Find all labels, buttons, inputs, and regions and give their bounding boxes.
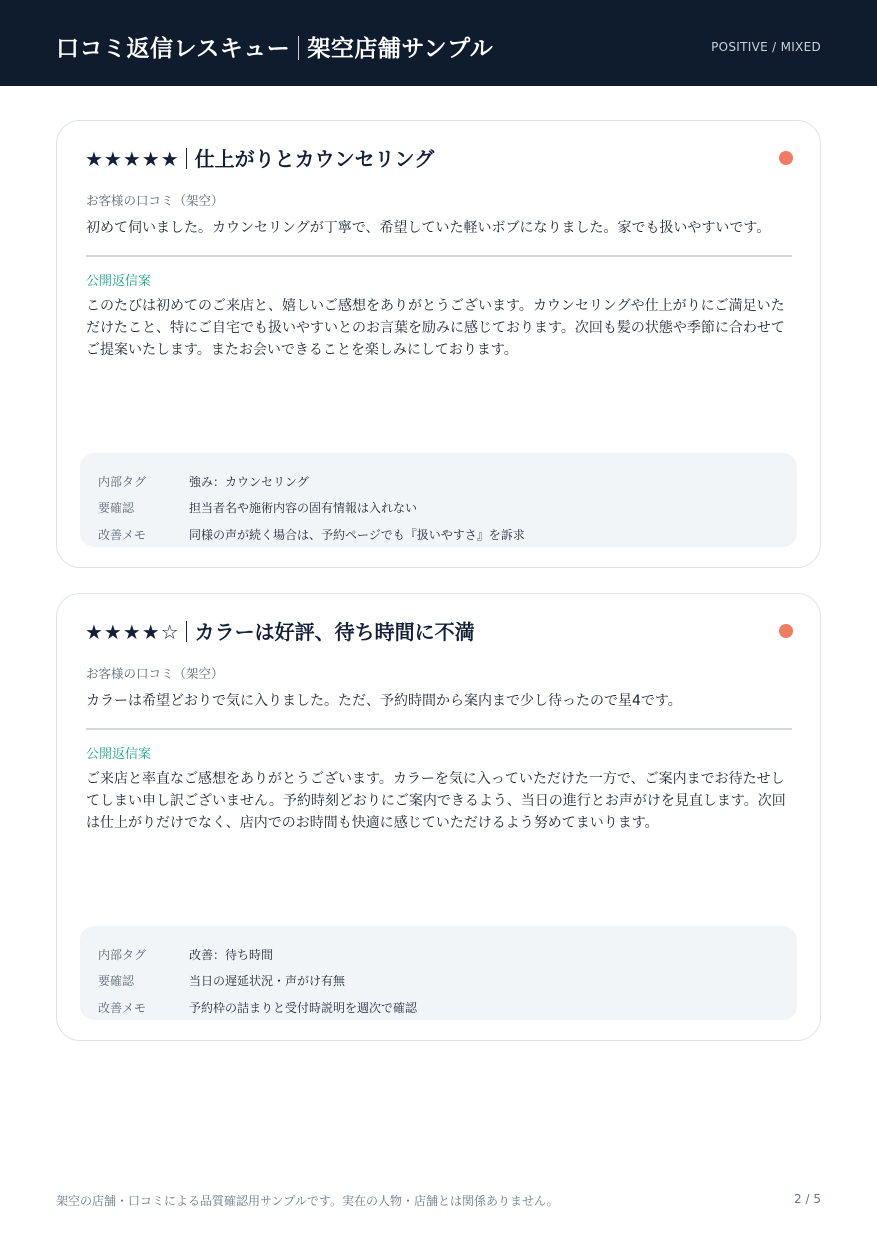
card-title xyxy=(85,143,434,173)
internal-notes-box xyxy=(80,926,797,1020)
meta-value: 担当者名や施術内容の固有情報は入れない xyxy=(189,501,418,515)
review-title: カラーは好評、待ち時間に不満 xyxy=(194,620,475,644)
footer-disclaimer: 架空の店舗・口コミによる品質確認用サンプルです。実在の人物・店舗とは関係ありません。 xyxy=(56,1194,559,1208)
reply-label: 公開返信案 xyxy=(86,747,152,762)
review-card xyxy=(56,593,821,1041)
app-title: 口コミ返信レスキュー xyxy=(56,36,291,62)
reply-line: ご提案いたします。またお会いできることを楽しみにしております。 xyxy=(86,342,518,358)
review-text: 初めて伺いました。カウンセリングが丁寧で、希望していた軽いボブになりました。家でも扱いやすいです。 xyxy=(86,220,771,236)
store-name: 架空店舗サンプル xyxy=(307,36,494,62)
title-divider xyxy=(186,148,187,169)
review-label: お客様の口コミ（架空） xyxy=(86,193,224,208)
meta-value: 予約枠の詰まりと受付時説明を週次で確認 xyxy=(189,1001,418,1015)
meta-key: 改善メモ xyxy=(98,528,147,542)
meta-value: 改善：待ち時間 xyxy=(189,948,274,962)
reply-line: このたびは初めてのご来店と、嬉しいご感想をありがとうございます。カウンセリングや仕上がりにご満足いた xyxy=(86,298,785,314)
title-divider xyxy=(298,36,299,60)
status-dot-icon xyxy=(779,151,793,165)
page-header xyxy=(0,0,877,86)
section-divider xyxy=(86,255,792,257)
reply-label: 公開返信案 xyxy=(86,274,152,289)
meta-key: 要確認 xyxy=(98,974,135,988)
sentiment-badge: POSITIVE / MIXED xyxy=(711,40,821,54)
status-dot-icon xyxy=(779,624,793,638)
title-divider xyxy=(186,621,187,642)
meta-key: 要確認 xyxy=(98,501,135,515)
reply-line: は仕上がりだけでなく、店内でのお時間も快適に感じていただけるよう努めてまいります。 xyxy=(86,815,659,831)
internal-notes-box xyxy=(80,453,797,547)
review-title: 仕上がりとカウンセリング xyxy=(194,147,435,171)
reply-text xyxy=(86,768,796,834)
meta-key: 内部タグ xyxy=(98,948,147,962)
meta-value: 強み：カウンセリング xyxy=(189,475,309,489)
reply-line: てしまい申し訳ございません。予約時刻どおりにご案内できるよう、当日の進行とお声がけを見直します。次回 xyxy=(86,793,786,809)
review-label: お客様の口コミ（架空） xyxy=(86,666,224,681)
reply-line: だけたこと、特にご自宅でも扱いやすいとのお言葉を励みに感じております。次回も髪の状態や季節に合わせて xyxy=(86,320,785,336)
reply-text xyxy=(86,295,796,361)
meta-value: 当日の遅延状況・声がけ有無 xyxy=(189,974,346,988)
review-card xyxy=(56,120,821,568)
meta-value: 同様の声が続く場合は、予約ページでも『扱いやすさ』を訴求 xyxy=(189,528,525,542)
page-number: 2 / 5 xyxy=(794,1192,821,1206)
review-text: カラーは希望どおりで気に入りました。ただ、予約時間から案内まで少し待ったので星4です。 xyxy=(86,693,682,709)
meta-key: 改善メモ xyxy=(98,1001,147,1015)
meta-key: 内部タグ xyxy=(98,475,147,489)
card-title xyxy=(85,616,475,646)
section-divider xyxy=(86,728,792,730)
reply-line: ご来店と率直なご感想をありがとうございます。カラーを気に入っていただけた一方で、ご案内までお待たせし xyxy=(86,771,785,787)
star-rating: ★★★★★ xyxy=(85,147,180,171)
document-title xyxy=(56,30,493,63)
star-rating: ★★★★☆ xyxy=(85,620,180,644)
